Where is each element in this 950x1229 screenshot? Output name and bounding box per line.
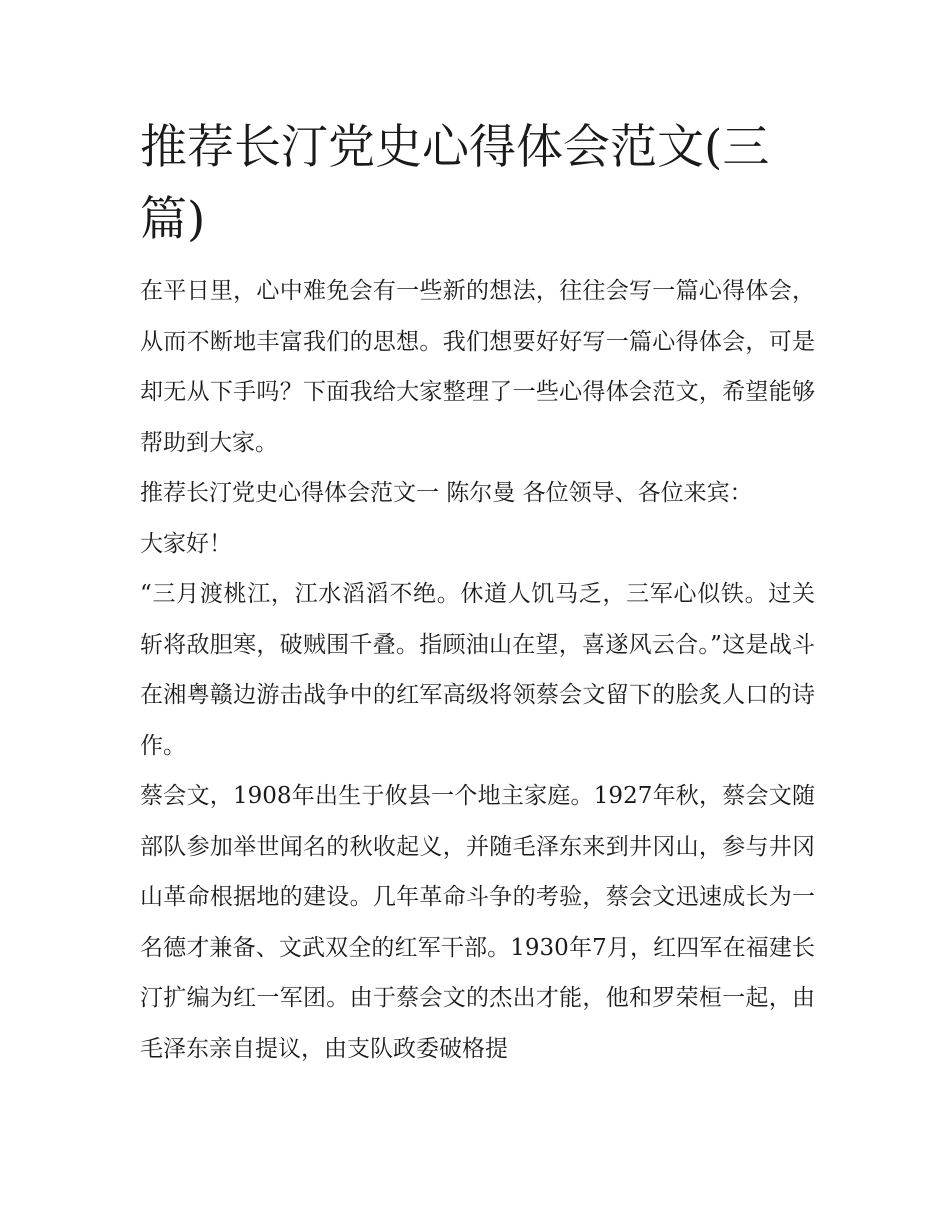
paragraph-intro: 在平日里，心中难免会有一些新的想法，往往会写一篇心得体会，从而不断地丰富我们的思想。我们想要好好写一篇心得体会，可是却无从下手吗？下面我给大家整理了一些心得体会范文，希望能够帮助到大家。 bbox=[140, 278, 815, 456]
paragraph-greeting: 大家好！ bbox=[140, 530, 232, 557]
paragraph-speech-heading: 推荐长汀党史心得体会范文一 陈尔曼 各位领导、各位来宾： bbox=[140, 480, 753, 506]
paragraph-biography: 蔡会文，1908年出生于攸县一个地主家庭。1927年秋，蔡会文随部队参加举世闻名的秋收起义，并随毛泽东来到井冈山，参与井冈山革命根据地的建设。几年革命斗争的考验，蔡会文迅速成长为一名德才兼备、文武双全的红军干部。1930年7月，红四军在福建长汀扩编为红一军团。由于蔡会文的杰出才能，他和罗荣桓一起，由毛泽东亲自提议，由支队政委破格提 bbox=[140, 783, 815, 1062]
document-page bbox=[140, 112, 815, 1074]
paragraph-poem: “三月渡桃江，江水滔滔不绝。休道人饥马乏，三军心似铁。过关斩将敌胆寒，破贼围千叠。指顾油山在望，喜遂风云合。”这是战斗在湘粤赣边游击战争中的红军高级将领蔡会文留下的脍炙人口的诗作。 bbox=[140, 581, 815, 759]
document-title: 推荐长汀党史心得体会范文(三篇) bbox=[140, 120, 770, 247]
